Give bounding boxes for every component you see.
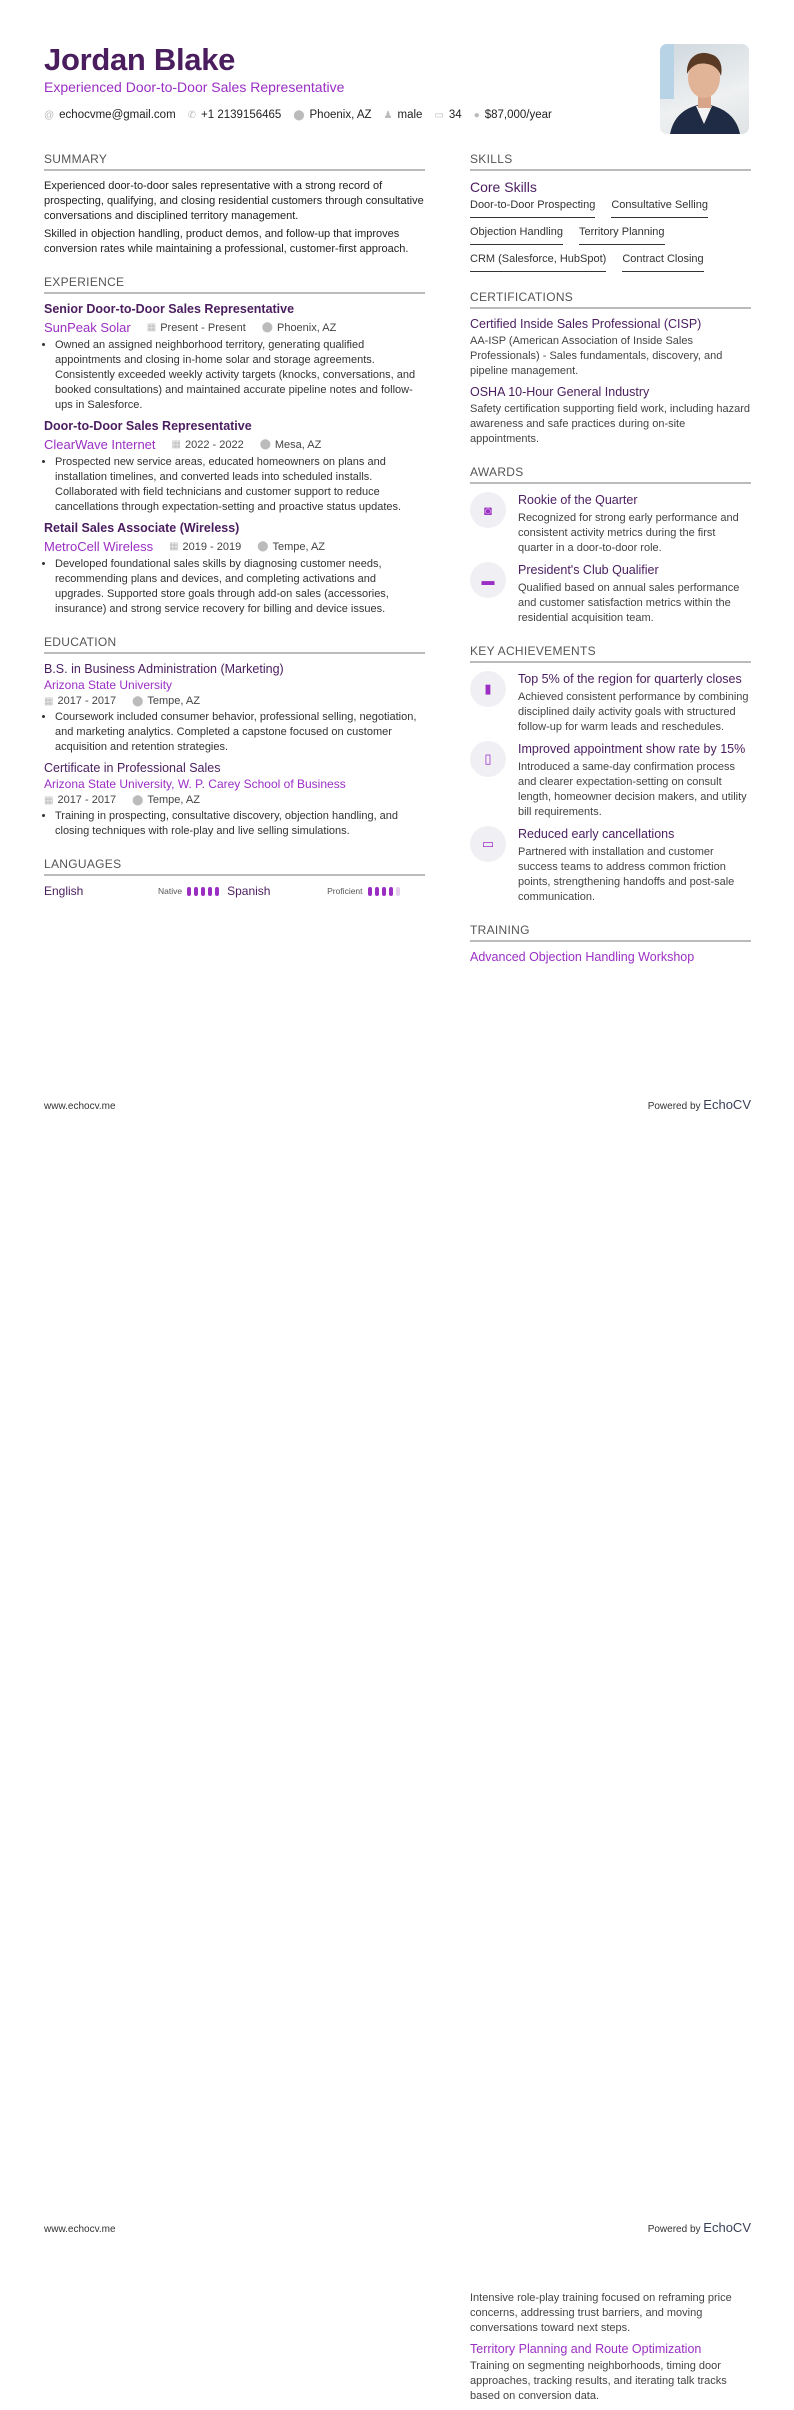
section-heading: EXPERIENCE xyxy=(44,275,425,294)
cert-title: Certified Inside Sales Professional (CISP) xyxy=(470,317,702,331)
section-heading: CERTIFICATIONS xyxy=(470,290,751,309)
language-level: Native xyxy=(158,886,183,896)
job-location: Phoenix, AZ xyxy=(276,321,337,334)
page-footer xyxy=(44,2220,751,2235)
achievements-section xyxy=(470,644,751,905)
at-icon: @ xyxy=(44,109,55,121)
camera-icon: ◙ xyxy=(470,492,506,528)
footer-powered: Powered by xyxy=(647,1101,701,1112)
candidate-name: Jordan Blake xyxy=(44,42,236,77)
summary-text: Experienced door-to-door sales representative with a strong record of prospecting, qualifying, and closing residential customers through consultative conversations and disciplined territory management. xyxy=(44,180,424,222)
skill-tag: Objection Handling xyxy=(470,226,563,245)
language-rating xyxy=(368,887,400,896)
certifications-section xyxy=(470,290,751,447)
section-heading: AWARDS xyxy=(470,465,751,484)
section-heading: SUMMARY xyxy=(44,152,425,171)
person-icon: ♟ xyxy=(383,109,393,121)
calendar-icon: ▦ xyxy=(44,695,54,707)
phone[interactable]: +1 2139156465 xyxy=(201,109,282,121)
award-desc: Recognized for strong early performance and consistent activity metrics during the first quarter in a door-to-door role. xyxy=(518,512,739,554)
profile-photo xyxy=(660,44,749,134)
phone-icon: ✆ xyxy=(187,109,197,121)
company: MetroCell Wireless xyxy=(44,539,154,554)
right-column xyxy=(470,152,751,982)
skill-tag: Contract Closing xyxy=(622,253,703,272)
awards-section xyxy=(470,465,751,626)
footer-brand[interactable]: EchoCV xyxy=(703,2220,751,2235)
job-entry xyxy=(44,419,425,515)
company: SunPeak Solar xyxy=(44,320,131,335)
document-icon: ▮ xyxy=(470,671,506,707)
footer-site-link[interactable]: www.echocv.me xyxy=(44,2224,116,2235)
achievement-title: Top 5% of the region for quarterly closes xyxy=(518,672,742,686)
footer-site-link[interactable]: www.echocv.me xyxy=(44,1101,116,1112)
rating-dot xyxy=(187,887,191,896)
skill-tag: Door-to-Door Prospecting xyxy=(470,199,595,218)
age: 34 xyxy=(448,109,462,121)
skill-tag: Consultative Selling xyxy=(611,199,708,218)
right-column-continued xyxy=(470,2291,751,2410)
education-section xyxy=(44,635,425,839)
skills-section xyxy=(470,152,751,272)
rating-dot xyxy=(215,887,219,896)
section-heading: TRAINING xyxy=(470,923,751,942)
achievement-item xyxy=(470,741,751,820)
calendar-icon: ▦ xyxy=(146,322,157,333)
card-icon: ▬ xyxy=(470,562,506,598)
dates: 2019 - 2019 xyxy=(182,540,242,553)
language-rating xyxy=(187,887,219,896)
job-bullet: • Prospected new service areas, educated homeowners on plans and installation timelines, and converted leads into scheduled installs. Collaborated with field technicians and customer support to reduce cancellations through expectation-setting and proactive status updates. xyxy=(55,455,425,515)
language-name: Spanish xyxy=(227,884,271,898)
job-location: Mesa, AZ xyxy=(274,438,322,451)
rating-dot xyxy=(389,887,393,896)
summary-text: Skilled in objection handling, product demos, and follow-up that improves conversion rates while maintaining a professional, customer-first approach. xyxy=(44,228,409,255)
dates: Present - Present xyxy=(160,321,246,334)
school: Arizona State University xyxy=(44,678,173,692)
email[interactable]: echocvme@gmail.com xyxy=(59,109,176,121)
section-heading: SKILLS xyxy=(470,152,751,171)
rating-dot xyxy=(194,887,198,896)
skill-tag: CRM (Salesforce, HubSpot) xyxy=(470,253,606,272)
rating-dot xyxy=(375,887,379,896)
achievement-title: Improved appointment show rate by 15% xyxy=(518,742,746,756)
job-title: Door-to-Door Sales Representative xyxy=(44,419,252,433)
edu-bullet: • Training in prospecting, consultative discovery, objection handling, and closing techniques with role-play and live selling simulations. xyxy=(55,809,425,839)
job-entry xyxy=(44,521,425,617)
training-desc: Training on segmenting neighborhoods, timing door approaches, tracking results, and iterating talk tracks based on conversion data. xyxy=(470,2360,727,2402)
book-icon: ▯ xyxy=(470,741,506,777)
location-icon: ⬤ xyxy=(293,109,305,121)
section-heading: EDUCATION xyxy=(44,635,425,654)
salary: $87,000/year xyxy=(484,109,552,121)
edu-location: Tempe, AZ xyxy=(147,794,200,806)
dates: 2022 - 2022 xyxy=(184,438,244,451)
rating-dot xyxy=(382,887,386,896)
section-heading: LANGUAGES xyxy=(44,857,425,876)
gender: male xyxy=(397,109,423,121)
skills-group-title: Core Skills xyxy=(470,179,537,195)
award-item xyxy=(470,562,751,626)
calendar-icon: ▦ xyxy=(44,794,54,806)
dollar-icon: ● xyxy=(473,109,480,121)
calendar-icon: ▦ xyxy=(171,439,181,450)
resume-page-2 xyxy=(0,1123,794,2402)
skill-tag: Territory Planning xyxy=(579,226,665,245)
location-icon: ⬤ xyxy=(261,322,273,333)
rating-dot xyxy=(368,887,372,896)
dates: 2017 - 2017 xyxy=(57,695,117,707)
award-desc: Qualified based on annual sales performance and customer satisfaction metrics within the residential acquisition team. xyxy=(518,582,740,624)
job-bullet: • Owned an assigned neighborhood territory, generating qualified appointments and closing in-home solar and storage agreements. Consistently exceeded weekly activity targets (knocks, conversations, and booked consultations) and maintained accurate pipeline notes and follow-ups in Salesforce. xyxy=(55,338,425,413)
company: ClearWave Internet xyxy=(44,437,156,452)
calendar-icon: ▦ xyxy=(169,541,179,552)
experience-section xyxy=(44,275,425,617)
achievement-desc: Introduced a same-day confirmation process and clearer expectation-setting on consult length, homeowner decision makers, and utility bill requirements. xyxy=(518,761,747,818)
school: Arizona State University, W. P. Carey School of Business xyxy=(44,777,346,791)
footer-brand[interactable]: EchoCV xyxy=(703,1097,751,1112)
language-level: Proficient xyxy=(327,886,363,896)
achievement-desc: Partnered with installation and customer success teams to address common friction points, strengthening handoffs and post-sale communication. xyxy=(518,846,735,903)
job-title: Retail Sales Associate (Wireless) xyxy=(44,521,240,535)
achievement-item xyxy=(470,671,751,735)
achievement-desc: Achieved consistent performance by combining disciplined daily activity goals with structured follow-up for warm leads and reschedules. xyxy=(518,691,749,733)
calendar-icon: ▭ xyxy=(434,109,444,121)
candidate-title: Experienced Door-to-Door Sales Representative xyxy=(44,79,345,95)
left-column xyxy=(44,152,425,916)
award-title: President's Club Qualifier xyxy=(518,563,659,577)
training-title: Advanced Objection Handling Workshop xyxy=(470,950,695,964)
cert-desc: AA-ISP (American Association of Inside Sales Professionals) - Sales fundamentals, discovery, and pipeline management. xyxy=(470,335,723,377)
rating-dot xyxy=(396,887,400,896)
rating-dot xyxy=(201,887,205,896)
training-title: Territory Planning and Route Optimization xyxy=(470,2342,702,2356)
job-location: Tempe, AZ xyxy=(272,540,326,553)
training-section xyxy=(470,923,751,964)
location-icon: ⬤ xyxy=(132,794,144,806)
award-title: Rookie of the Quarter xyxy=(518,493,638,507)
resume-page-1 xyxy=(0,0,794,1123)
job-bullet: • Developed foundational sales skills by diagnosing customer needs, recommending plans and devices, and completing activations and upgrades. Supported store goals through add-on sales (accessories, insurance) and strong service recovery for billing and device issues. xyxy=(55,557,425,617)
footer-powered: Powered by xyxy=(647,2224,701,2235)
languages-section xyxy=(44,857,425,898)
language-row xyxy=(44,884,425,898)
degree: Certificate in Professional Sales xyxy=(44,761,221,775)
cert-desc: Safety certification supporting field work, including hazard awareness and safe practices during on-site appointments. xyxy=(470,403,751,445)
page-footer xyxy=(44,1097,751,1112)
location-icon: ⬤ xyxy=(259,439,271,450)
edu-bullet: • Coursework included consumer behavior, professional selling, negotiation, and marketing analytics. Completed a capstone focused on customer acquisition and retention strategies. xyxy=(55,710,425,755)
language-name: English xyxy=(44,884,84,898)
location: Phoenix, AZ xyxy=(309,109,372,121)
job-entry xyxy=(44,302,425,413)
degree: B.S. in Business Administration (Marketing) xyxy=(44,662,284,676)
dates: 2017 - 2017 xyxy=(57,794,117,806)
achievement-title: Reduced early cancellations xyxy=(518,827,675,841)
edu-location: Tempe, AZ xyxy=(147,695,200,707)
location-icon: ⬤ xyxy=(132,695,144,707)
job-title: Senior Door-to-Door Sales Representative xyxy=(44,302,295,316)
rating-dot xyxy=(208,887,212,896)
training-desc: Intensive role-play training focused on reframing price concerns, addressing trust barriers, and moving conversations toward next steps. xyxy=(470,2292,732,2334)
location-icon: ⬤ xyxy=(257,541,269,552)
battery-icon: ▭ xyxy=(470,826,506,862)
education-entry xyxy=(44,662,425,755)
achievement-item xyxy=(470,826,751,905)
education-entry xyxy=(44,761,425,839)
section-heading: KEY ACHIEVEMENTS xyxy=(470,644,751,663)
award-item xyxy=(470,492,751,556)
summary-section xyxy=(44,152,425,257)
cert-title: OSHA 10-Hour General Industry xyxy=(470,385,650,399)
contact-row xyxy=(44,109,552,121)
